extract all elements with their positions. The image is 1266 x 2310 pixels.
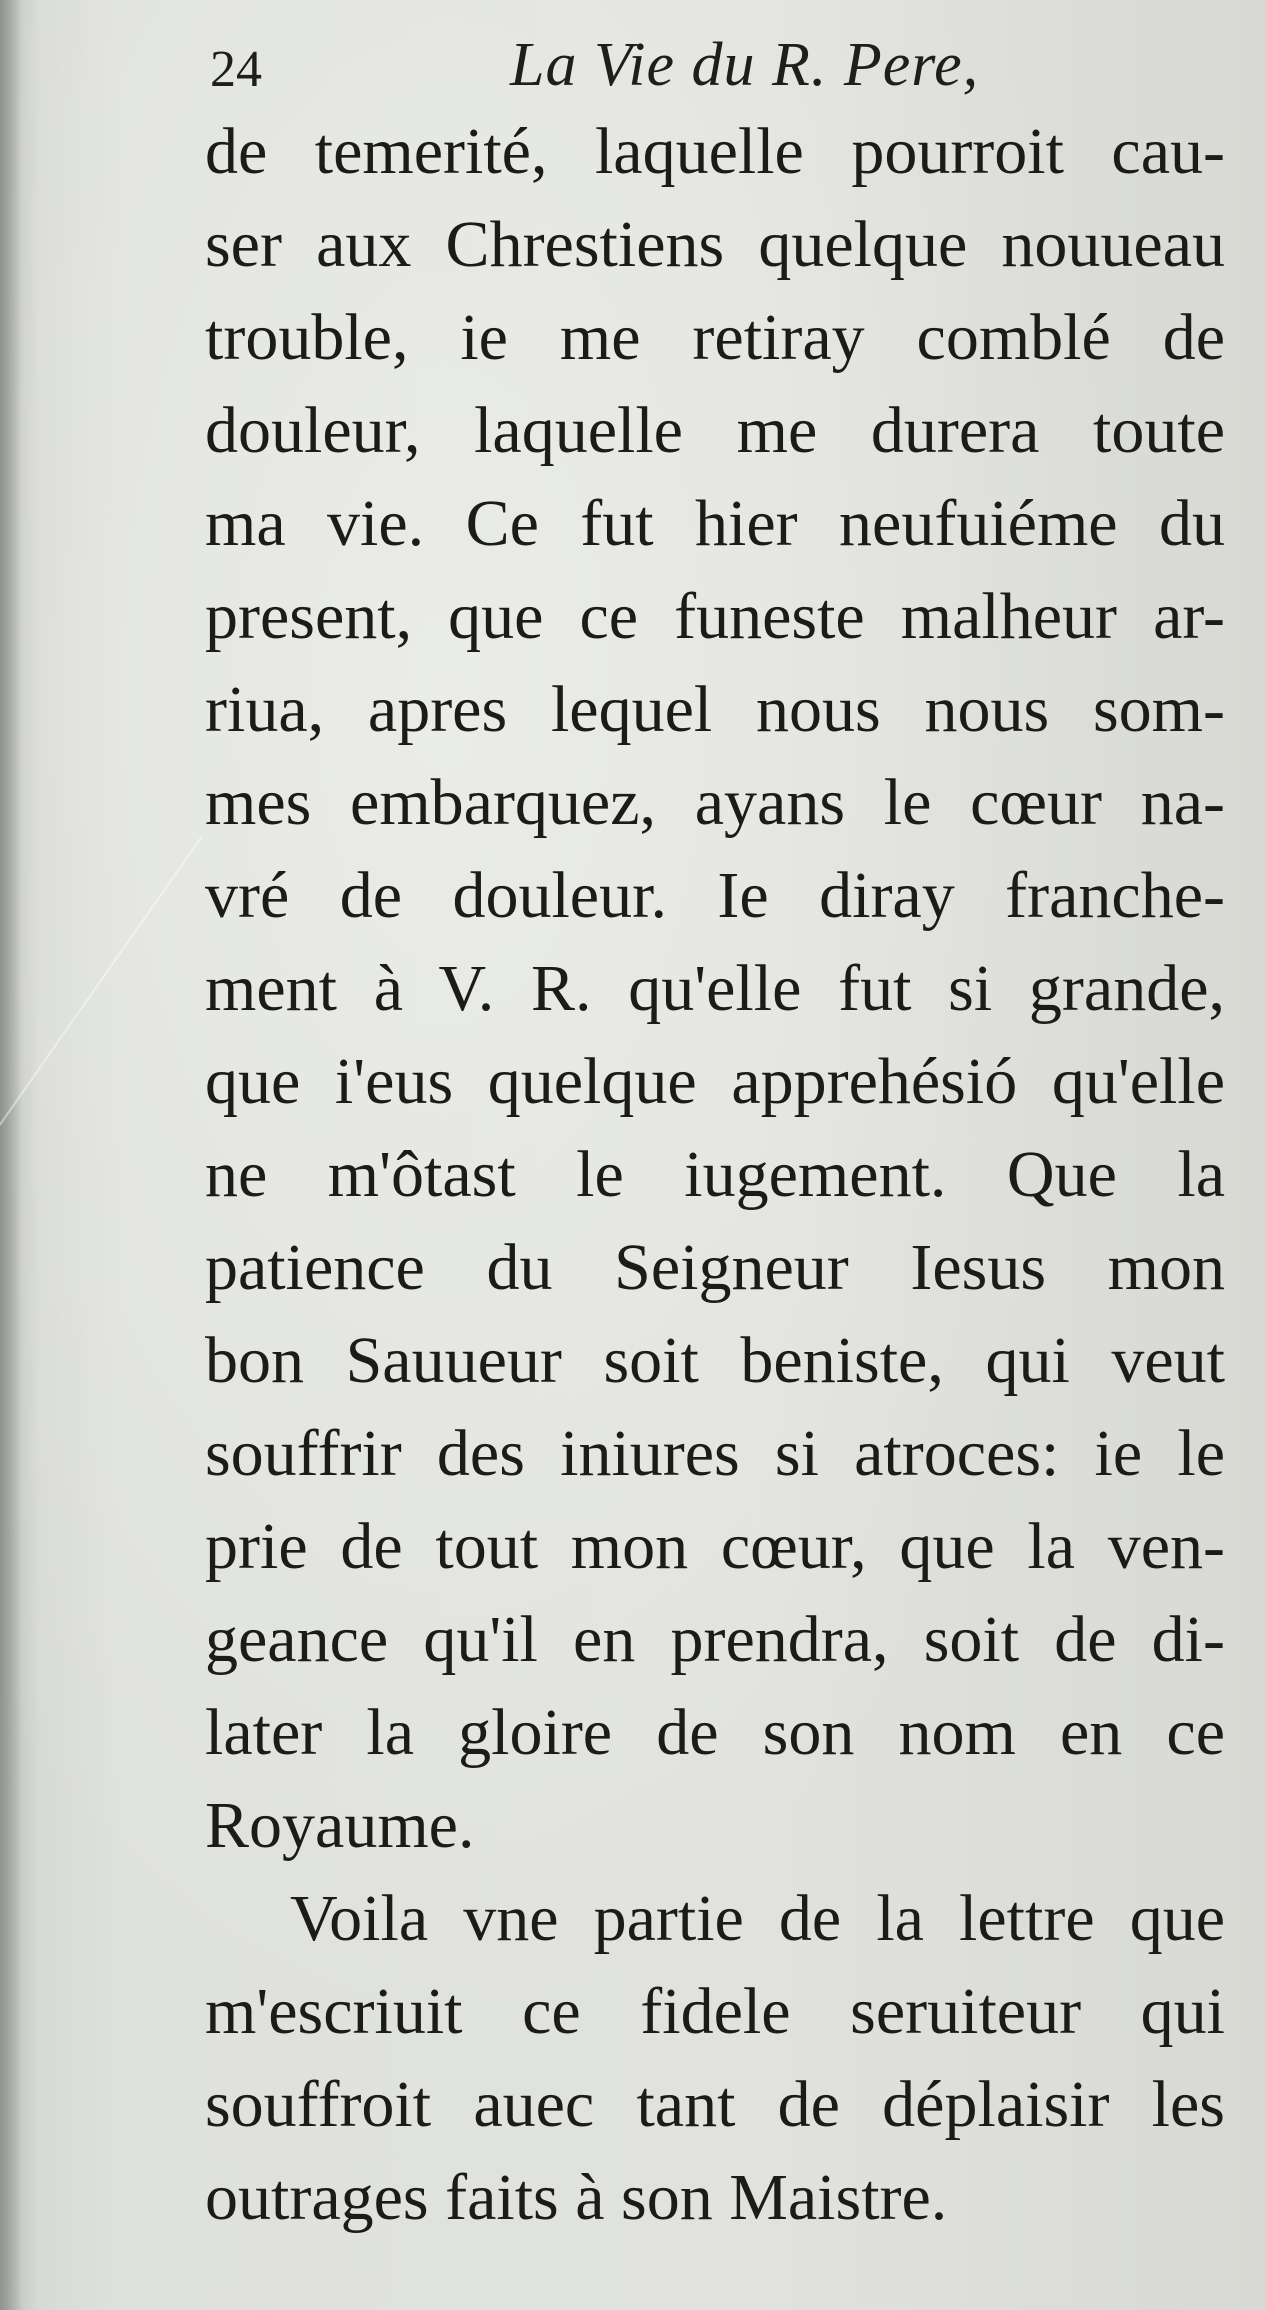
text-line: prie de tout mon cœur, que la ven- bbox=[205, 1510, 1225, 1583]
text-line: ne m'ôtast le iugement. Que la bbox=[205, 1138, 1225, 1211]
text-line: Voila vne partie de la lettre que bbox=[290, 1882, 1225, 1955]
text-line: ment à V. R. qu'elle fut si grande, bbox=[205, 952, 1225, 1025]
text-line: outrages faits à son Maistre. bbox=[205, 2161, 948, 2234]
text-line: vré de douleur. Ie diray franche- bbox=[205, 859, 1225, 932]
text-line: trouble, ie me retiray comblé de bbox=[205, 301, 1225, 374]
text-line: de temerité, laquelle pourroit cau- bbox=[205, 115, 1225, 188]
text-line: riua, apres lequel nous nous som- bbox=[205, 673, 1225, 746]
text-line: douleur, laquelle me durera toute bbox=[205, 394, 1225, 467]
running-title: La Vie du R. Pere, bbox=[510, 31, 980, 99]
page-number: 24 bbox=[210, 41, 262, 98]
text-line: mes embarquez, ayans le cœur na- bbox=[205, 766, 1225, 839]
text-line: Royaume. bbox=[205, 1789, 475, 1862]
text-line: geance qu'il en prendra, soit de di- bbox=[205, 1603, 1225, 1676]
text-line: ser aux Chrestiens quelque nouueau bbox=[205, 208, 1225, 281]
text-line: present, que ce funeste malheur ar- bbox=[205, 580, 1225, 653]
running-head bbox=[210, 30, 1070, 110]
text-line: souffroit auec tant de déplaisir les bbox=[205, 2068, 1225, 2141]
text-line: bon Sauueur soit beniste, qui veut bbox=[205, 1324, 1225, 1397]
text-line: patience du Seigneur Iesus mon bbox=[205, 1231, 1225, 1304]
text-line: later la gloire de son nom en ce bbox=[205, 1696, 1225, 1769]
text-line: m'escriuit ce fidele seruiteur qui bbox=[205, 1975, 1225, 2048]
text-line: souffrir des iniures si atroces: ie le bbox=[205, 1417, 1225, 1490]
text-line: ma vie. Ce fut hier neufuiéme du bbox=[205, 487, 1225, 560]
text-line: que i'eus quelque apprehésió qu'elle bbox=[205, 1045, 1225, 1118]
